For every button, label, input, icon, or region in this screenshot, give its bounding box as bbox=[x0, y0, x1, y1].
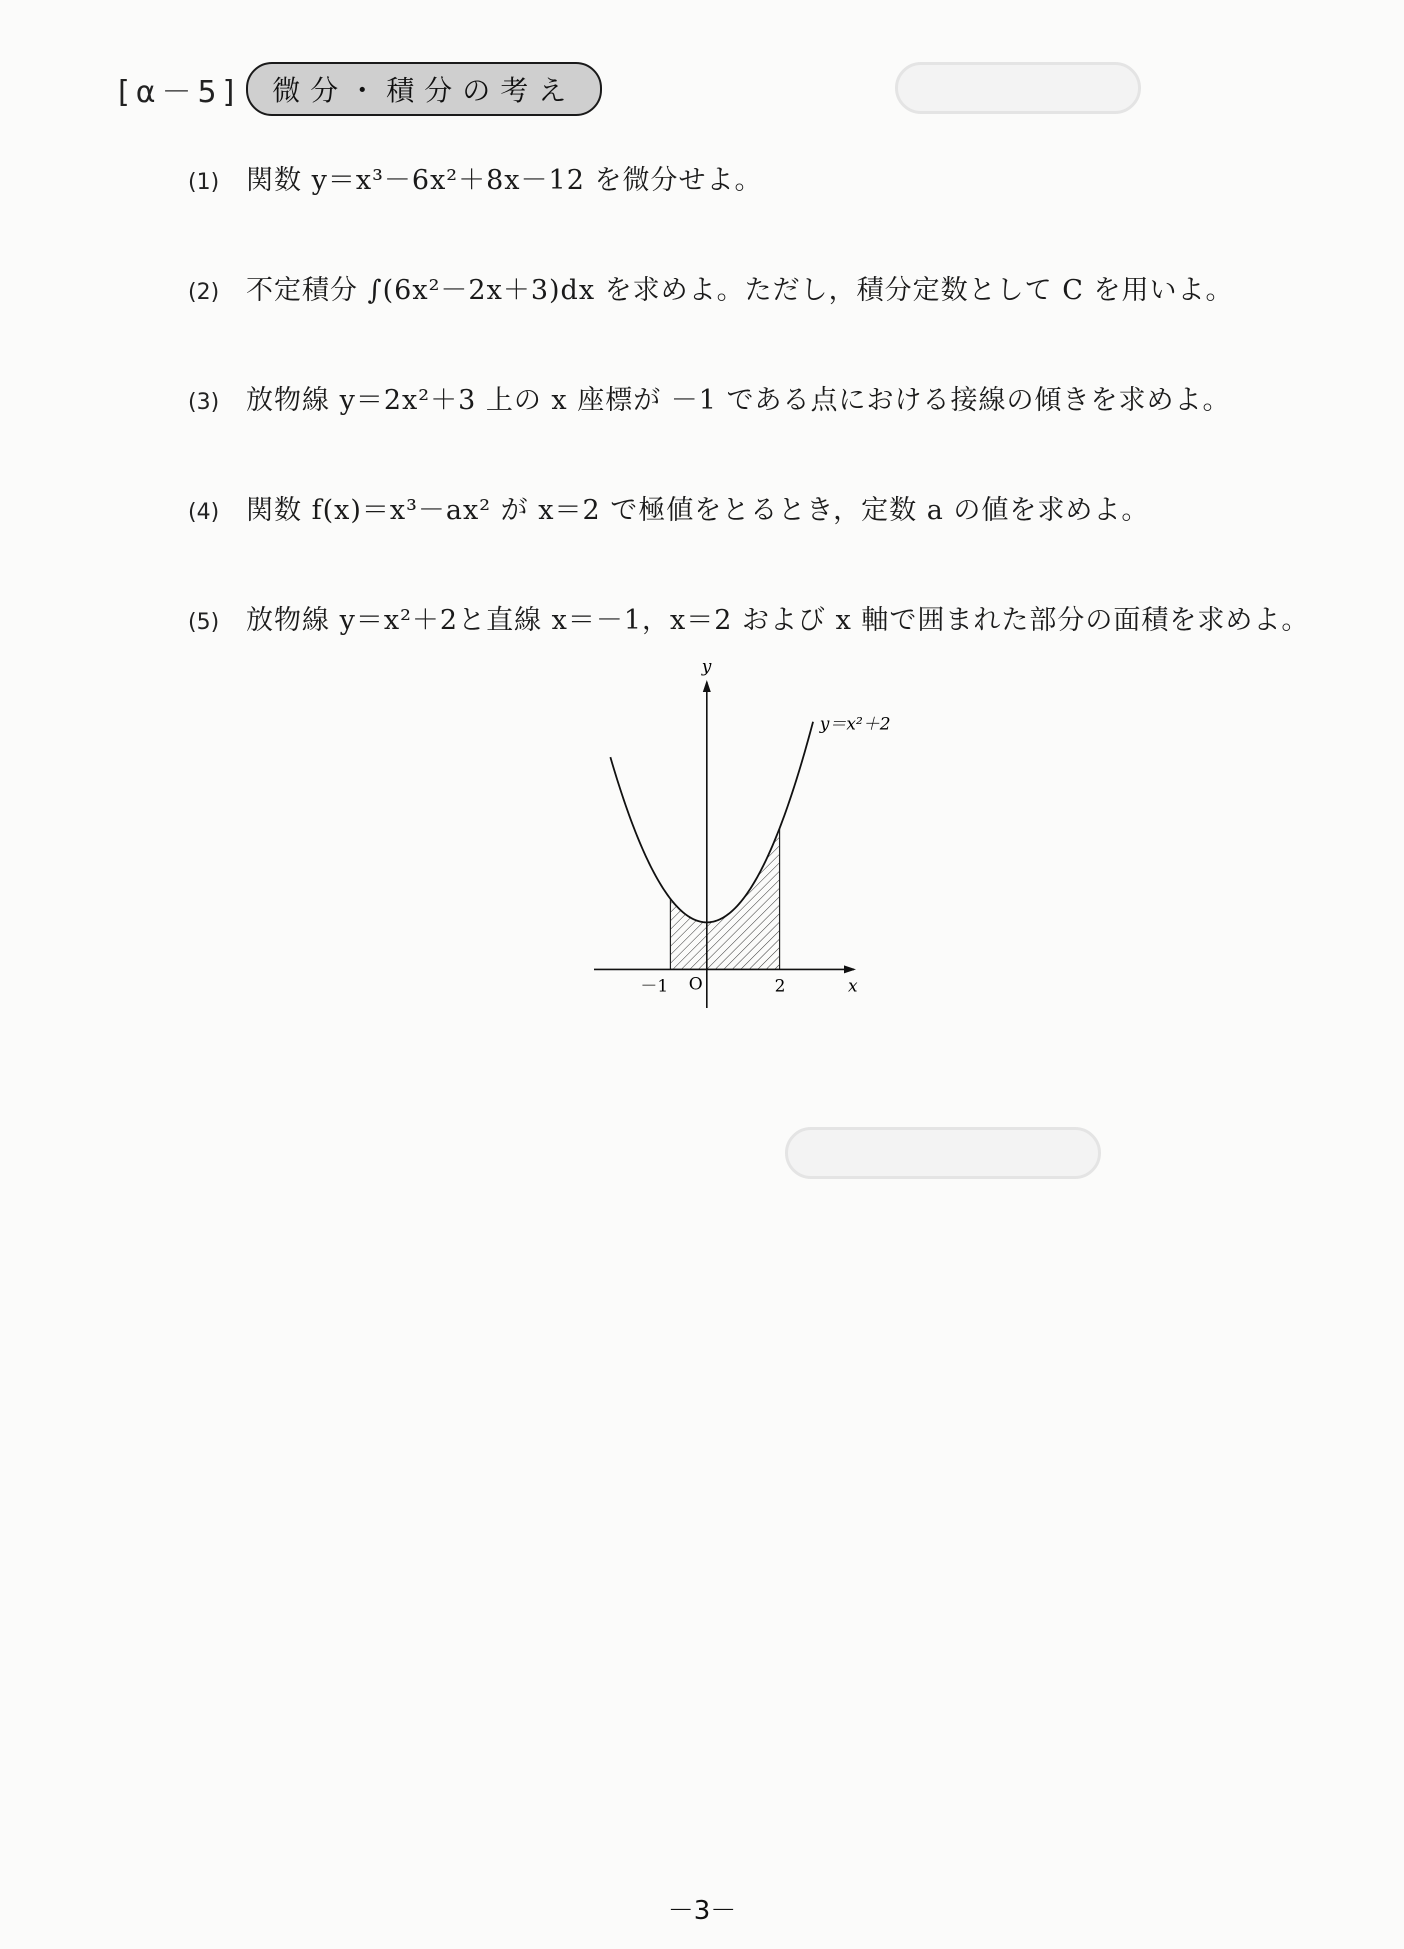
section-tag: [α－5] bbox=[118, 75, 241, 110]
section-header bbox=[118, 62, 602, 116]
problem-number: (4) bbox=[188, 500, 220, 525]
problem-1 bbox=[188, 158, 762, 197]
bleed-through-pill bbox=[785, 1127, 1101, 1179]
problem-number: (2) bbox=[188, 280, 220, 305]
x-axis-label: x bbox=[848, 976, 858, 997]
x-axis-arrow bbox=[844, 965, 856, 973]
origin-label: O bbox=[688, 974, 703, 995]
problem-4 bbox=[188, 488, 1149, 527]
problem-text: 関数 y＝x³－6x²＋8x－12 を微分せよ。 bbox=[246, 165, 763, 196]
bleed-through-pill bbox=[895, 62, 1141, 114]
problem-5 bbox=[188, 598, 1309, 637]
page-number: －3－ bbox=[667, 1896, 737, 1926]
problem-number: (1) bbox=[188, 170, 220, 195]
problem-text: 不定積分 ∫(6x²－2x＋3)dx を求めよ。ただし，積分定数として C を用いよ。 bbox=[246, 275, 1234, 306]
parabola-curve bbox=[610, 722, 813, 923]
y-axis-arrow bbox=[703, 680, 711, 692]
problem-text: 放物線 y＝2x²＋3 上の x 座標が －1 である点における接線の傾きを求めよ。 bbox=[246, 385, 1231, 416]
problem-text: 関数 f(x)＝x³－ax² が x＝2 で極値をとるとき，定数 a の値を求めよ。 bbox=[246, 495, 1150, 526]
x-tick-label-neg1: －1 bbox=[640, 976, 669, 997]
problem-2 bbox=[188, 268, 1233, 307]
y-axis-label: y bbox=[701, 657, 712, 677]
problem-text: 放物線 y＝x²＋2と直線 x＝－1，x＝2 および x 軸で囲まれた部分の面積を求めよ。 bbox=[246, 605, 1310, 636]
curve-label: y＝x²＋2 bbox=[819, 714, 891, 735]
x-tick-label-2: 2 bbox=[774, 976, 786, 997]
parabola-graph bbox=[590, 657, 891, 1030]
shaded-area bbox=[670, 828, 779, 969]
problem-3 bbox=[188, 378, 1231, 417]
problem-number: (3) bbox=[188, 390, 220, 415]
problem-number: (5) bbox=[188, 610, 220, 635]
section-title: 微分・積分の考え bbox=[246, 62, 602, 116]
